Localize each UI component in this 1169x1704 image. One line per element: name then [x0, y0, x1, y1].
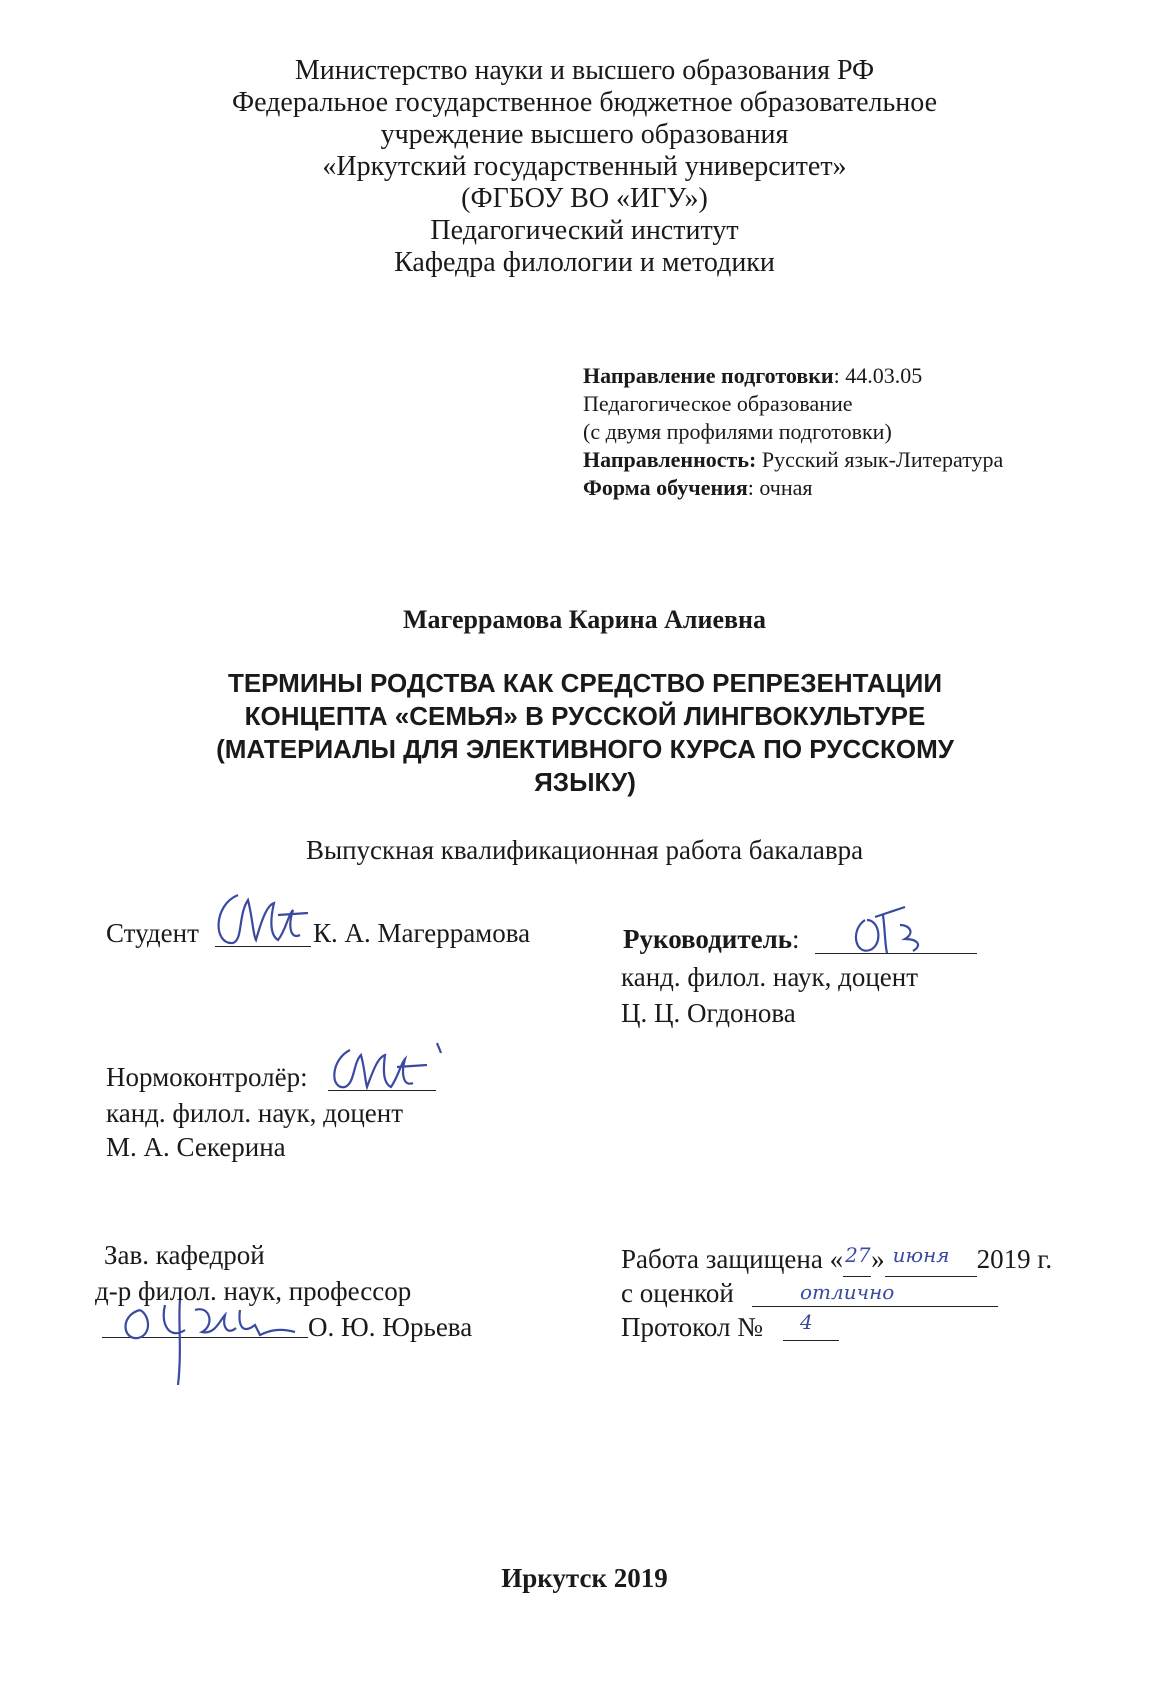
supervisor-degree: канд. филол. наук, доцент	[621, 962, 919, 992]
protocol-label: Протокол №	[621, 1312, 763, 1342]
normcontrol-signature	[325, 1035, 455, 1105]
title-line: ЯЗЫКУ)	[534, 767, 636, 797]
institution-header	[0, 55, 1169, 279]
direction-label: Направление подготовки	[583, 363, 834, 388]
title-line: КОНЦЕПТА «СЕМЬЯ» В РУССКОЙ ЛИНГВОКУЛЬТУРЕ	[244, 701, 926, 731]
form-line	[583, 474, 1003, 502]
supervisor-label	[623, 922, 800, 956]
defense-month: июня	[892, 1243, 950, 1267]
author-name: Магеррамова Карина Алиевна	[402, 605, 767, 634]
grade-label: с оценкой	[621, 1278, 734, 1308]
defense-month-field	[885, 1242, 977, 1277]
institution-line: учреждение высшего образования	[380, 119, 789, 150]
institution-line: Федеральное государственное бюджетное образовательное	[231, 87, 938, 118]
defense-suffix: 2019 г.	[976, 1244, 1053, 1274]
form-label: Форма обучения	[583, 475, 748, 500]
student-signature-line	[215, 946, 311, 947]
student-label: Студент	[106, 918, 199, 948]
supervisor-signature-line	[815, 953, 977, 954]
title-line: ТЕРМИНЫ РОДСТВА КАК СРЕДСТВО РЕПРЕЗЕНТАЦИИ	[227, 668, 943, 698]
thesis-title	[150, 667, 1020, 799]
direction-line	[583, 362, 1003, 390]
protocol-number: 4	[800, 1310, 813, 1334]
defense-day-field	[843, 1242, 871, 1277]
supervisor-name: Ц. Ц. Огдонова	[621, 998, 796, 1028]
defense-day: 27	[845, 1243, 871, 1267]
head-signature-line	[102, 1337, 308, 1338]
focus-label: Направленность:	[583, 447, 757, 472]
city-year: Иркутск 2019	[501, 1563, 668, 1593]
head-label: Зав. кафедрой	[104, 1240, 265, 1270]
normcontrol-degree: канд. филол. наук, доцент	[106, 1098, 404, 1128]
title-line: (МАТЕРИАЛЫ ДЛЯ ЭЛЕКТИВНОГО КУРСА ПО РУССКОМУ	[216, 734, 954, 764]
institution-line: Министерство науки и высшего образования РФ	[294, 55, 875, 86]
grade-value: отлично	[800, 1280, 895, 1304]
normcontrol-name: М. А. Секерина	[106, 1132, 286, 1162]
supervisor-signature	[845, 895, 945, 965]
protocol-line	[783, 1340, 839, 1341]
supervisor-colon: :	[792, 924, 800, 954]
grade-line	[752, 1306, 998, 1307]
institution-line: «Иркутский государственный университет»	[322, 151, 847, 182]
normcontrol-signature-line	[328, 1090, 436, 1091]
program-info	[583, 362, 1003, 502]
supervisor-label-text: Руководитель	[623, 924, 793, 954]
normcontrol-label: Нормоконтролёр:	[106, 1062, 308, 1092]
institution-line: (ФГБОУ ВО «ИГУ»)	[461, 183, 708, 214]
defense-line	[621, 1242, 1052, 1277]
direction-value: : 44.03.05	[833, 363, 923, 388]
direction-line-2: Педагогическое образование	[583, 391, 853, 416]
defense-mid: »	[871, 1244, 885, 1274]
focus-value: Русский язык-Литература	[756, 447, 1004, 472]
student-name: К. А. Магеррамова	[313, 918, 531, 948]
student-signature	[208, 885, 318, 955]
head-name: О. Ю. Юрьева	[308, 1312, 473, 1342]
institution-line: Педагогический институт	[430, 215, 739, 246]
institution-line: Кафедра филологии и методики	[394, 247, 775, 278]
work-type: Выпускная квалификационная работа бакалавра	[305, 835, 864, 865]
head-degree: д-р филол. наук, профессор	[95, 1276, 412, 1306]
form-value: : очная	[747, 475, 813, 500]
focus-line	[583, 446, 1003, 474]
defense-prefix: Работа защищена «	[621, 1244, 844, 1274]
direction-line-3: (с двумя профилями подготовки)	[583, 419, 892, 444]
